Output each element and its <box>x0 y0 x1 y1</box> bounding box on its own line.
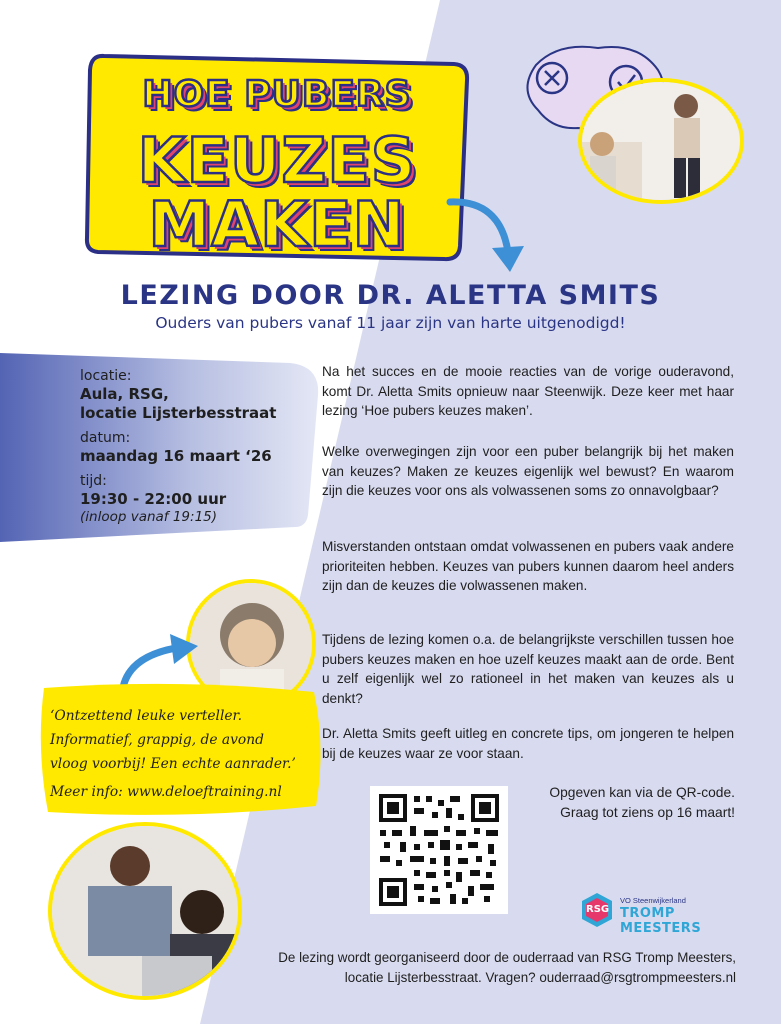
signup-line-1: Opgeven kan via de QR-code. <box>549 785 735 800</box>
time-note: (inloop vanaf 19:15) <box>80 509 218 525</box>
location-label: locatie: <box>80 368 132 384</box>
logo-big-text: TROMP MEESTERS <box>620 906 702 936</box>
curved-arrow-icon <box>440 190 540 280</box>
date-label: datum: <box>80 430 131 446</box>
time-label: tijd: <box>80 473 107 489</box>
qr-code[interactable] <box>370 786 508 914</box>
quote-line-1: ‘Ontzettend leuke verteller. <box>50 708 243 724</box>
invite-text: Ouders van pubers vanaf 11 jaar zijn van harte uitgenodigd! <box>155 314 626 332</box>
logo-badge-text: RSG <box>586 904 610 915</box>
time-value: 19:30 - 22:00 uur <box>80 490 227 508</box>
signup-text <box>520 783 735 823</box>
title-line-2: KEUZES <box>137 124 417 197</box>
testimonial-quote <box>50 704 320 804</box>
footer-line-2: locatie Lijsterbesstraat. Vragen? ouderraad@rsgtrompmeesters.nl <box>344 970 736 985</box>
location-line-2: locatie Lijsterbesstraat <box>80 404 277 422</box>
event-info <box>80 367 310 525</box>
location-line-1: Aula, RSG, <box>80 385 169 403</box>
school-logo <box>580 890 740 936</box>
quote-more-info[interactable]: Meer info: www.deloeftraining.nl <box>50 784 282 800</box>
signup-line-2: Graag tot ziens op 16 maart! <box>560 805 735 820</box>
subtitle: LEZING DOOR DR. ALETTA SMITS <box>120 280 661 311</box>
footer-text <box>200 948 736 988</box>
photo-mother-daughter <box>578 78 744 204</box>
quote-line-3: vloog voorbij! Een echte aanrader.’ <box>50 756 296 772</box>
footer-line-1: De lezing wordt georganiseerd door de ouderraad van RSG Tromp Meesters, <box>278 950 736 965</box>
paragraph-2: Welke overwegingen zijn voor een puber belangrijk bij het maken van keuzes? Maken ze keuzes eigenlijk wel bewust? En waarom zijn die keuzes voor ons als volwassenen soms zo onnavolgbaar? <box>322 444 734 498</box>
paragraph-1: Na het succes en de mooie reacties van de vorige ouderavond, komt Dr. Aletta Smits opnieuw naar Steenwijk. Deze keer met haar lezing ‘Hoe pubers keuzes maken’. <box>322 364 734 418</box>
paragraph-3: Misverstanden ontstaan omdat volwassenen en pubers vaak andere prioriteiten hebben. Keuzes van pubers kunnen daarom heel anders zijn dan de keuzes die volwassenen maken. <box>322 539 734 593</box>
title-banner <box>84 50 470 262</box>
paragraph-4: Tijdens de lezing komen o.a. de belangrijkste verschillen tussen hoe pubers keuzes maken en hoe uzelf keuzes maakt aan de orde. Bent u zelf eigenlijk wel zo rationeel in het maken van keuzes als u denkt? <box>322 632 734 706</box>
logo-small-text: VO Steenwijkerland <box>620 896 686 905</box>
date-value: maandag 16 maart ‘26 <box>80 447 272 465</box>
paragraph-5: Dr. Aletta Smits geeft uitleg en concrete tips, om jongeren te helpen bij de keuzes waar ze voor staan. <box>322 726 734 761</box>
title-line-3: MAKEN <box>148 188 406 261</box>
quote-line-2: Informatief, grappig, de avond <box>50 732 264 748</box>
title-line-1: HOE PUBERS <box>142 74 412 115</box>
